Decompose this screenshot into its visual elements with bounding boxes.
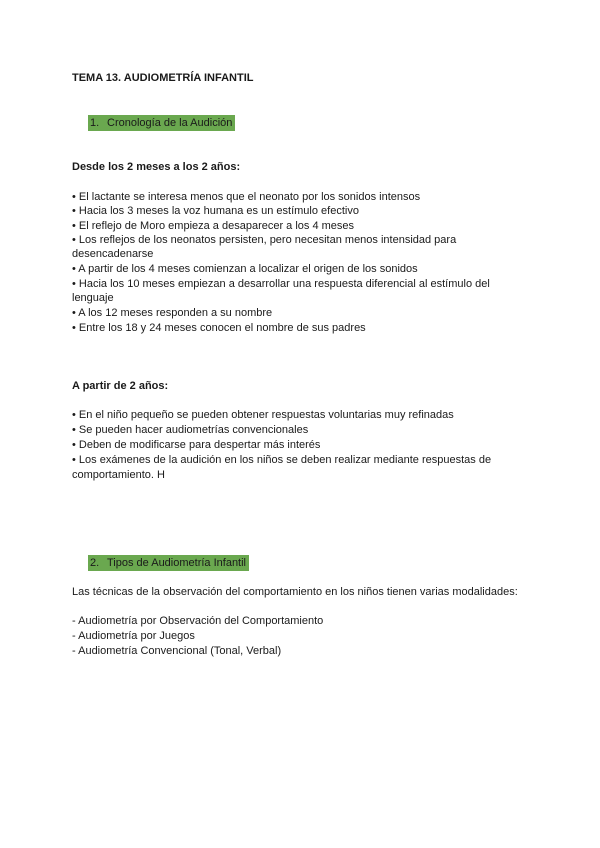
text-line: lenguaje (72, 292, 114, 304)
text-line: • Hacia los 10 meses empiezan a desarrollar una respuesta diferencial al estímulo del (72, 278, 490, 290)
section-heading-1 (88, 115, 235, 131)
text-line: • Hacia los 3 meses la voz humana es un estímulo efectivo (72, 205, 359, 217)
page-title: TEMA 13. AUDIOMETRÍA INFANTIL (72, 72, 254, 84)
text-line: • Entre los 18 y 24 meses conocen el nombre de sus padres (72, 322, 366, 334)
subheading-2-years: A partir de 2 años: (72, 380, 169, 392)
text-line: • En el niño pequeño se pueden obtener respuestas voluntarias muy refinadas (72, 409, 454, 421)
section-heading-text: Cronología de la Audición (107, 117, 233, 129)
text-line: • A partir de los 4 meses comienzan a localizar el origen de los sonidos (72, 263, 418, 275)
text-line: • Se pueden hacer audiometrías convencionales (72, 424, 309, 436)
text-line: comportamiento. H (72, 469, 165, 481)
text-line: • Los reflejos de los neonatos persisten, pero necesitan menos intensidad para (72, 234, 457, 246)
section-heading-text: Tipos de Audiometría Infantil (107, 557, 247, 569)
text-line: • Deben de modificarse para despertar más interés (72, 439, 321, 451)
text-line: • A los 12 meses responden a su nombre (72, 307, 273, 319)
text-line: • Los exámenes de la audición en los niños se deben realizar mediante respuestas de (72, 454, 492, 466)
section-number: 1. (90, 117, 100, 129)
text-line: • El lactante se interesa menos que el neonato por los sonidos intensos (72, 191, 421, 203)
section-intro: Las técnicas de la observación del comportamiento en los niños tienen varias modalidades: (72, 586, 518, 598)
text-line: - Audiometría Convencional (Tonal, Verbal) (72, 645, 282, 657)
text-line: - Audiometría por Juegos (72, 630, 195, 642)
text-line: • El reflejo de Moro empieza a desaparecer a los 4 meses (72, 220, 355, 232)
text-line: desencadenarse (72, 248, 154, 260)
subheading-2-months: Desde los 2 meses a los 2 años: (72, 161, 241, 173)
section-number: 2. (90, 557, 100, 569)
section-heading-2 (88, 555, 249, 571)
text-line: - Audiometría por Observación del Comportamiento (72, 615, 324, 627)
